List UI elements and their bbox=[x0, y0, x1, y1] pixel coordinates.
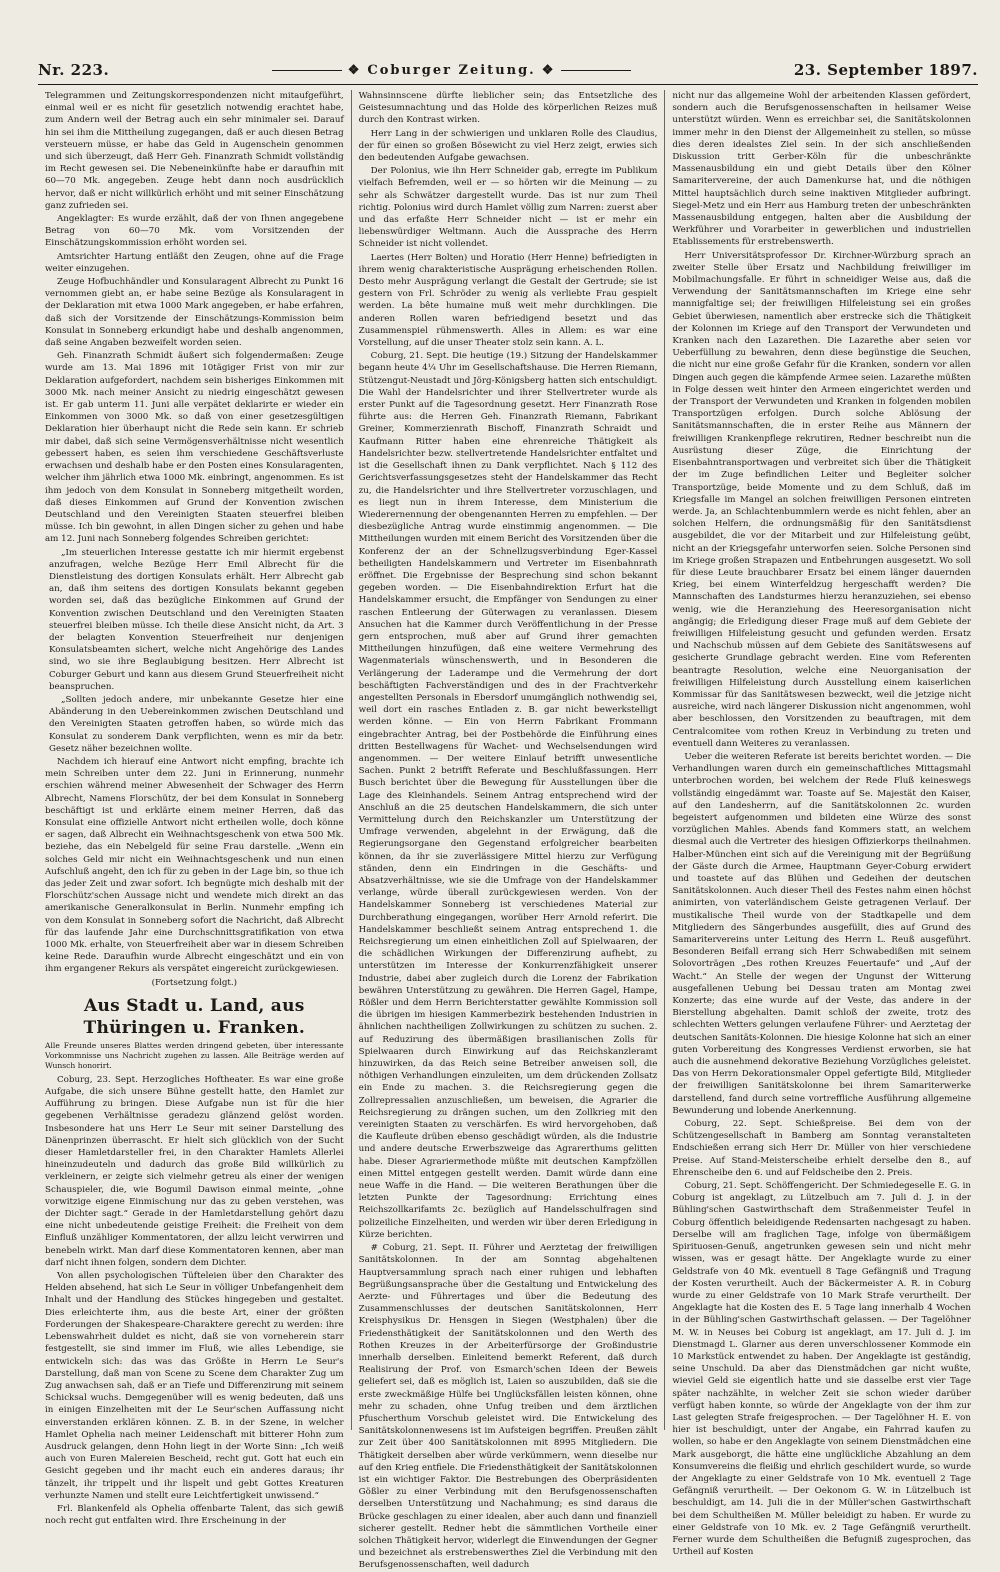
paragraph: Herr Universitätsprofessor Dr. Kirchner-Würzburg sprach an zweiter Stelle über Ersatz und Nachbildung freiwilliger im Mobilmachungsfalle. Er führt in schneidiger Weise aus, daß die Verwendung der Sanitätsmannschaften im Kriege eine sehr mannigfaltige sei; der freiwilligen Hilfeleistung sei ein großes Gebiet überwiesen, namentlich aber erstrecke sich die Thätigkeit der Kolonnen im Kriege auf den Transport der Verwundeten und Kranken nach den Lazarethen. Die Lazarethe aber seien vor Ueberfüllung zu bewahren, denn diese begünstige die Seuchen, die nicht nur eine große Gefahr für die Kranken, sondern vor allen Dingen auch gegen die kämpfende Armee seien. Lazarethe müßten in Folge dessen weit hinter den Armeen eingerichtet werden und der Transport der Verwundeten und Kranken in folgenden mobilen Transportzügen erfolgen. Durch solche Ablösung der Sanitätsmannschaften, die in erster Reihe aus Männern der freiwilligen Krankenpflege rekrutiren, Redner beschreibt nun die Ausrüstung dieser Züge, die Einrichtung der Eisenbahntransportwagen und verbreitet sich über die Thätigkeit der im Zuge befindlichen Leiter und Begleiter solcher Transportzüge, beide Momente und zu dem Schluß, daß im Kriegsfalle im Mangel an solchen freiwilligen Personen eintreten werde. Ja, an Schlachtenbummlern werde es nicht fehlen, aber an solchen Helfern, die ordnungsmäßig für den Sanitätsdienst ausgebildet, die vor der Mitarbeit und zur Hilfeleistung geübt, nicht an der Kriegsgefahr unterworfen seien. Solche Personen sind im Kriege großen Strapazen und Entbehrungen ausgesetzt. Wo soll für diese Leute brauchbarer Ersatz bei einem länger dauernden Krieg, bei einem Winterfeldzug hergeschafft werden? Die Mannschaften des Landsturmes hierzu heranzuziehen, sei ebenso wenig, wie die Heranziehung des Heeresorganisation nicht angängig; die Erledigung dieser Frage muß auf dem Gebiete der freiwilligen Hilfeleistung gesucht und gefunden werden. Ersatz und Nachschub müssen auf dem Gebiete des Sanitätswesens auf gesicherte Grundlage gebracht werden. Eine vom Referenten beantragte Resolution, welche eine Neuorganisation der freiwilligen Hilfeleistung durch Ausstellung einem kaiserlichen Kommissar für das Sanitätswesen bezweckt, weil die jetzige nicht ausreiche, wird nach längerer Diskussion nicht angenommen, wohl aber beschlossen, den Vorsitzenden zu beauftragen, mit dem Centralcomitee vom rothen Kreuz in Verbindung zu treten und eventuell dann Weiteres zu veranlassen. bbox=[672, 250, 972, 749]
column-2 bbox=[351, 90, 665, 1571]
section-heading: Aus Stadt u. Land, aus Thüringen u. Franken. bbox=[83, 995, 306, 1038]
quoted-letter: „Sollten jedoch andere, mir unbekannte Gesetze hier eine Abänderung in den Uebereinkommen zwischen Deutschland und den Vereinigten Staaten getroffen haben, so würde mich das Konsulat zu sonderem Dank verpflichten, wenn es mir da betr. Gesetz näher bezeichnen wollte. bbox=[49, 694, 344, 754]
newspaper-title: Coburger Zeitung. bbox=[367, 62, 536, 78]
newspaper-title-wrap bbox=[272, 63, 632, 78]
column-1 bbox=[38, 90, 351, 1527]
title-rule-left bbox=[272, 70, 342, 71]
paragraph: Telegrammen und Zeitungskorrespondenzen nicht mitaufgeführt, einmal weil er es nicht für gesetzlich notwendig erachtet habe, zum Andern weil der Betrag auch ein sehr minimaler sei. Darauf hin sei ihm die Mittheilung zugegangen, daß er auch diesen Betrag versteuern müsse, er habe das Geld in Augenschein genommen und sich überzeugt, daß Herr Geh. Finanzrath Schmidt vollständig im Recht gewesen sei. Die Nebeneinkünfte habe er daraufhin mit 60—70 Mk. angegeben. Zeuge hebt dann noch ausdrücklich hervor, daß er nicht willkürlich erhöht und mit seiner Einschätzung ganz zufrieden sei. bbox=[45, 91, 344, 211]
header-rule bbox=[38, 84, 978, 85]
paragraph: Coburg, 21. Sept. Schöffengericht. Der Schmiedegeselle E. G. in Coburg ist angeklagt, zu Lützelbuch am 7. Juli d. J. in der Bühling'schen Gastwirthschaft dem Straßenmeister Teufel in Coburg öffentlich beleidigende Redensarten nachgesagt zu haben. Derselbe will am fraglichen Tage, infolge von übermäßigem Spirituosen-Genuß, angetrunken gewesen sein und nicht mehr wissen, was er gesagt hätte. Der Angeklagte wurde zu einer Geldstrafe von 40 Mk. eventuell 8 Tage Gefängniß und Tragung der Kosten verurtheilt. Auch der Bäckermeister A. R. in Coburg wurde zu einer Geldstrafe von 10 Mark Strafe verurtheilt. Der Angeklagte hat die Kosten des E. 5 Tage lang innerhalb 4 Wochen in der Bühling'schen Gastwirthschaft gelassen. — Der Tagelöhner M. W. in Neuses bei Coburg ist angeklagt, am 17. Juli d. J. im Dienstmagd L. Glarner aus deren unverschlossener Kommode ein 10 Markstück entwendet zu haben. Der Angeklagte ist geständig, seine Unschuld. Da aber das Dienstmädchen gar nicht wußte, wieviel Geld sie eigentlich hatte und sie dasselbe erst vier Tage später nachzählte, in welcher Zeit sie schon wieder darüber verfügt haben konnte, so würde der Angeklagte von der ihm zur Last gelegten Strafe freigesprochen. — Der Tagelöhner H. E. von hier ist beschuldigt, unter der Angabe, ein Fahrrad kaufen zu wollen, so habe er den Angeklagte von seinem Dienstmädchen eine Mark ausgeborgt, die hätte eine unglückliche Abzahlung an dem Konsumvereins die fleißig und ehrlich geschildert wurde, so wurde der Angeklagte zu einer Geldstrafe von 10 Mk. eventuell 2 Tage Gefängniß verurtheilt. — Der Oekonom G. W. in Lützelbuch ist beschuldigt, am 14. Juli die in der Müller'schen Gastwirthschaft bei dem Schultheißen M. Müller beleidigt zu haben. Er wurde zu einer Geldstrafe von 10 Mk. ev. 2 Tage Gefängniß verurtheilt. Ferner wurde dem Schultheißen die Befugniß zugesprochen, das Urtheil auf Kosten bbox=[672, 1181, 972, 1558]
issue-date: 23. September 1897. bbox=[793, 61, 978, 79]
masthead bbox=[38, 58, 978, 82]
paragraph: Ueber die weiteren Referate ist bereits berichtet worden. — Die Verhandlungen waren durch ein gemeinschaftliches Mittagsmahl unterbrochen worden, bei welchem der Rede Fluß keineswegs vollständig eingedämmt war. Toaste auf Se. Majestät den Kaiser, auf den Landesherrn, auf die Sanitätskolonnen 2c. wurden begeistert aufgenommen und bildeten eine Würze des sonst vorzüglichen Mahles. Abends fand Kommers statt, an welchem diesmal auch die Vertreter des hiesigen Offizierkorps theilnahmen. Halber-München eint sich auf die Vereinigung mit der Begrüßung der Gäste durch die Armee, Hauptmann Geyer-Coburg erwidert und toastete auf das Blühen und Gedeihen der deutschen Sanitätskolonnen. Auch dieser Theil des Festes nahm einen höchst animirten, von vaterländischem Geiste getragenen Verlauf. Der mustikalische Theil wurde von der Stadtkapelle und dem Mitgliedern des Sängerbundes ausgefüllt, dies auf Grund des Samaritervereins unter Leitung des Herrn L. Reuß ausgeführt. Besonderen Beifall errang sich Herr Schwabedißen mit seinem Solovorträgen „Des rothen Kreuzes Feuertaufe“ und „Auf der Wacht.“ An Stelle der wegen der Ungunst der Witterung ausgefallenen Uebung bei Dessau traten am Montag zwei Konzerte; das eine wurde auf der Veste, das andere in der Bierstellung abgehalten. Damit schloß der zweite, trotz des schlechten Wetters gelungen verlaufene Führer- und Aerztetag der deutschen Sanitäts-Kolonnen. Die hiesige Kolonne hat sich an einer guten Vorbereitung des Kongresses Verdienst erworben, sie hat auch die ausnehmend dekorative Beziehung Vorzügliches geleistet. Das von Herrn Dekorationsmaler Oppel gefertigte Bild, Mitglieder der freiwilligen Sanitätskolonne bei ihrem Samariterwerke darstellend, fand durch seine vortreffliche Ausführung allgemeine Bewunderung und lobende Anerkennung. bbox=[672, 751, 972, 1116]
quoted-letter: „Im steuerlichen Interesse gestatte ich mir hiermit ergebenst anzufragen, welche Bezüge Herr Emil Albrecht für die Dienstleistung des dortigen Konsulats erhält. Herr Albrecht gab an, daß ihm seitens des dortigen Konsulats bekannt gegeben worden sei, daß das bezügliche Einkommen auf Grund der Konvention zwischen Deutschland und den Vereinigten Staaten steuerfrei bleiben müsse. Ich theile diese Ansicht nicht, da Art. 3 der belagten Konvention Steuerfreiheit nur denjenigen Konsulatsbeamten sichert, welche nicht Angehörige des Landes sind, wo sie ihre Beglaubigung besitzen. Herr Albrecht ist Coburger Geburt und kann aus diesem Grund Steuerfreiheit nicht beanspruchen. bbox=[49, 547, 344, 692]
continuation-note: (Fortsetzung folgt.) bbox=[151, 977, 238, 988]
paragraph: Coburg, 22. Sept. Schießpreise. Bei dem von der Schützengesellschaft in Bamberg am Sonntag veranstalteten Endschießen errang sich Herr Dr. Müller von hier verschiedene Preise. Auf Stand-Meisterscheibe erhielt derselbe den 8., auf Ehrenscheibe den 6. und auf Feldscheibe den 2. Preis. bbox=[672, 1119, 972, 1178]
paragraph: # Coburg, 21. Sept. II. Führer und Aerztetag der freiwilligen Sanitätskolonnen. In der am Sonntag abgehaltenen Hauptversammlung sprach nach einer ruhigen und lebhaften Begrüßungsansprache über die Gestaltung und Entwickelung des Aerzte- und Führertages und über die Bedeutung des Zusammenschlusses der deutschen Sanitätskolonnen, Herr Kreisphysikus Dr. Hensgen in Siegen (Westphalen) über die Friedensthätigkeit der Sanitätskolonnen und den Werth des Rothen Kreuzes in der Arbeiterfürsorge der Großindustrie innerhalb derselben. Einleitend bemerkt Referent, daß durch Realisirung der Prof. von Esmarch'schen Ideen der Beweis geliefert sei, daß es möglich ist, Laien so auszubilden, daß sie die erste zweckmäßige Hülfe bei Unglücksfällen leisten können, ohne mehr zu schaden, ohne Unfug treiben und dem ärztlichen Pfuscherthum Vorschub geleistet wird. Die Entwickelung des Sanitätskolonnenwesens ist im Aufsteigen begriffen. Preußen zählt zur Zeit über 400 Sanitätskolonnen mit 8995 Mitgliedern. Die Thätigkeit derselben aber würde verkümmern, wenn dieselbe nur auf den Krieg entfiele. Die Friedensthätigkeit der Sanitätskolonnen ist ein wichtiger Faktor. Die Bestrebungen des Oberpräsidenten Gößler zu einer Verbindung mit den Berufsgenossenschaften derselben Unterstützung und Nachahmung; es sind daraus die Brücke geschlagen zu einer idealen, aber auch dann und finanziell sicherer gestellt. Redner hebt die sämmtlichen Vortheile einer solchen Thätigkeit hervor, widerlegt die Einwendungen der Gegner und bezeichnet als erstrebenswerthes Ziel die Verbindung mit den Berufsgenossenschaften, weil dadurch bbox=[358, 1243, 658, 1571]
section-note: Alle Freunde unseres Blattes werden dringend gebeten, über interessante Vorkommnisse uns Nachricht zugehen zu lassen. Alle Beiträge werden auf Wunsch honorirt. bbox=[45, 1040, 344, 1070]
paragraph: Der Polonius, wie ihn Herr Schneider gab, erregte im Publikum vielfach Befremden, weil er — so hörten wir die Meinung — zu sehr als Schwätzer dargestellt wurde. Das ist nur zum Theil richtig. Polonius wird durch Hamlet völlig zum Narren: zuerst aber und das erfaßte Herr Schneider nicht — ist er mehr ein liebenswürdiger Weltmann. Auch die Aussprache des Herrn Schneider ist nicht vollendet. bbox=[358, 166, 658, 250]
column-3 bbox=[664, 90, 978, 1558]
paragraph: Coburg, 21. Sept. Die heutige (19.) Sitzung der Handelskammer begann heute 4¼ Uhr im Gesellschaftshause. Die Herren Riemann, Stützengut-Neustadt und Jörg-Königsberg hatten sich entschuldigt. Die Wahl der Handelsrichter und ihrer Stellvertreter wurde als erster Punkt auf die Tagesordnung gesetzt. Herr Finanzrath Rose führte aus: die Herren Geh. Finanzrath Riemann, Fabrikant Greiner, Kommerzienrath Bischoff, Finanzrath Schraidt und Kaufmann Ritter haben eine ehrenreiche Thätigkeit als Handelsrichter bezw. stellvertretende Handelsrichter entfaltet und ist die Gesellschaft ihnen zu Dank verpflichtet. Nach § 112 des Gerichtsverfassungsgesetzes steht der Handelskammer das Recht zu, die Handelsrichter und ihre Stellvertreter vorzuschlagen, und es liegt nun in ihrem Interesse, dem Ministerium die Wiederernennung der obengenannten Herren zu empfehlen. — Der diesbezügliche Antrag wurde einstimmig angenommen. — Die Mittheilungen wurden mit einem Bericht des Vorsitzenden über die Konferenz der an der Schnellzugsverbindung Eger-Kassel betheiligten Handelskammern und Vertreter im Eisenbahnrath eröffnet. Die Ergebnisse der Besprechung sind schon bekannt gegeben worden. — Die Eisenbahndirektion Erfurt hat die Handelskammer ersucht, die Empfänger von Sendungen zu einer raschen Entleerung der Güterwagen zu veranlassen. Diesem Ansuchen hat die Kammer durch Veröffentlichung in der Presse gern entsprochen, muß aber auf Grund ihrer gemachten Mittheilungen hinzufügen, daß eine weitere Vermehrung des Wagenmaterials wünschenswerth, und in Besonderen die Verlängerung der Laderampe und die Vermehrung der dort beschäftigten Fachverständigen und des in der Frachtverkehr angestellten Personals in Ebersdorf unumgänglich nothwendig sei, weil dort ein rasches Entladen z. B. gar nicht bewerkstelligt werden könne. — Ein von Herrn Fabrikant Frommann eingebrachter Antrag, bei der Postbehörde die Einführung eines dritten Bestellwagens für Wachet- und Wechselsendungen wird angenommen. — Der weitere Einlauf betrifft unwesentliche Sachen. Punkt 2 betrifft Referate und Beschlußfassungen. Herr Busch berichtet über die Bewegung für Ausstellungen über die Lage des Kleinhandels. Seinem Antrag entsprechend wird der Anschluß an die 25 deutschen Handelskammern, die sich unter Vermittelung durch den Reichskanzler um Unterstützung der Umfrage verwenden, abgelehnt in der Erwägung, daß die Regierungsorgane den Gegenstand erfolgreicher bearbeiten können, da ihr sie zuverlässigere Mittel hierzu zur Verfügung ständen, denn ein Eindringen in die Geschäfts- und Absatzverhältnisse, wie sie die Umfrage von der Handelskammer verlange, würde überall zurückgewiesen werden. Von der Handelskammer Sonneberg ist verschiedenes Material zur Durchberathung eingegangen, worüber Herr Arnold referirt. Die Handelskammer beschließt seinem Antrag entsprechend 1. die Reichsregierung um einen einheitlichen Zoll auf Spielwaaren, der die schädlichen Wirkungen der Differenzirung aufhebt, zu unterstützen im Interesse der Konkurrenzfähigkeit unserer Industrie, dabei aber zugleich durch die Lorenz der Fabrikation bewähren Unterstützung zu gewähren. Die Herren Gagel, Hampe, Rößler und dem Herrn Berichterstatter gewählte Kommission soll die übrigen im hiesigen Kammerbezirk bestehenden Industrien in ähnlichen nachtheiligen Zollwirkungen zu schützen zu suchen. 2. auf Reduzirung des übermäßigen brasilianischen Zolls für Spielwaaren durch Einwirkung auf das Reichskanzleramt hinzuwirken, da das Reich seine Betreiber anweisen soll, die nöthigen Verhandlungen einzuleiten, um dem drückenden Zollsatz ein Ende zu machen. 3. die Reichsregierung gegen die Zollrepressalien anzuschließen, um beweisen, die Agrarier die Reichsregierung zu drängen suchen, um den Zollkrieg mit den vereinigten Staaten zu verschärfen. Es wird hervorgehoben, daß die Kaufleute drüben ebenso geschädigt würden, als die Industrie und andere deutsche Erwerbszweige das Agrarerthums gelitten habe. Dieser Agrariermethode müßte mit deutschen Kampfzöllen einen Mittel entgegen gestellt werden. Damit würde dann eine neue Waffe in die Hand. — Die weiteren Berathungen über die letzten Punkte der Tagesordnung: Errichtung eines Reichszollkarifamts 2c. bezüglich auf Handelsschulfragen sind polizeiliche Einzelheiten, und werden wir über deren Erledigung in Kürze berichten. bbox=[358, 351, 658, 1240]
issue-number: Nr. 223. bbox=[38, 61, 110, 79]
paragraph: Angeklagter: Es wurde erzählt, daß der von Ihnen angegebene Betrag von 60—70 Mk. vom Vorsitzenden der Einschätzungskommission erhöht worden sei. bbox=[45, 214, 344, 249]
paragraph: Frl. Blankenfeld als Ophelia offenbarte Talent, das sich gewiß noch recht gut entfalten wird. Ihre Erscheinung in der bbox=[45, 1503, 344, 1527]
paragraph: Amtsrichter Hartung entläßt den Zeugen, ohne auf die Frage weiter einzugehen. bbox=[45, 251, 344, 274]
paragraph: Wahnsinnscene dürfte lieblicher sein; das Entsetzliche des Geistesumnachtung und das Holde des körperlichen Reizes muß durch den Kontrast wirken. bbox=[358, 91, 658, 126]
paragraph: Von allen psychologischen Tüfteleien über den Charakter des Helden absehend, hat sich Le Seur in völliger Unbefangenheit dem Inhalt und der Handlung des Stückes hingegeben und gestaltet. Dies erleichterte ihm, aus die beste Art, einer der größten Forderungen der Shakespeare-Charaktere gerecht zu werden: ihre Lebenswahrheit duldet es nicht, daß sie von vorneherein starr festgestellt, sie sind immer im Fluß, wie alles Lebendige, sie entwickeln sich: das was das Größte in Herrn Le Seur's Darstellung, daß man von Scene zu Scene dem Charakter Zug um Zug anwachsen sah, daß er an Tiefe und Differenzirung mit seinem Schicksal wuchs. Demgegenüber will es wenig bedeuten, daß uns in einigen Einzelheiten mit der Le Seur'schen Auffassung nicht einverstanden erklären können. Z. B. in der Szene, in welcher Hamlet Ophelia nach meiner Leidenschaft mit bitterer Hohn zum Ausdruck gelangen, denn Hohn liegt in der Worte Sinn: „Ich weiß auch von Euren Malereien Bescheid, recht gut. Gott hat euch ein Gesicht gegeben und ihr macht euch ein anderes daraus; ihr tänzelt, ihr trippelt und ihr lispelt und gebt Gottes Kreaturen verhunzte Namen und stellt eure Leichtfertigkeit unwissend.“ bbox=[45, 1271, 344, 1501]
paragraph: Zeuge Hofbuchhändler und Konsularagent Albrecht zu Punkt 16 vernommen giebt an, er habe seine Bezüge als Konsularagent in der Deklaration mit etwa 1000 Mark angegeben, er habe erfahren, daß sich der Vorsitzende der Einschätzungs-Kommission beim Konsulat in Sonneberg erkundigt habe und deshalb angenommen, daß seine Angaben bezweifelt worden seien. bbox=[45, 277, 344, 349]
ornament-right-icon: ❖ bbox=[541, 62, 556, 78]
ornament-left-icon: ❖ bbox=[347, 62, 362, 78]
article-columns bbox=[38, 90, 978, 1571]
paragraph: Geh. Finanzrath Schmidt äußert sich folgendermaßen: Zeuge wurde am 13. Mai 1896 mit 10tägiger Frist von mir zur Deklaration aufgefordert, nachdem sein bisheriges Einkommen mit 3000 Mk. nach meiner Ansicht zu niedrig eingeschätzt gewesen ist. Er gab unterm 11. Juni alle verpätet deklarirte er wieder ein Einkommen von 3000 Mk. so daß von einer gesetzesgültigen Deklaration hier überhaupt nicht die Rede sein kann. Er schrieb mir dabei, daß sich seine Vermögensverhältnisse nicht wesentlich gebessert haben, es seien ihm verschiedene Geschäftsverluste erwachsen und deshalb habe er den Posten eines Konsularagenten, welcher ihm jährlich etwa 1000 Mk. einbringt, angenommen. Es ist ihm jedoch von dem Konsulat in Sonneberg mitgetheilt worden, daß dieses Einkommen auf Grund der Konvention zwischen Deutschland und den Vereinigten Staaten steuerfrei bleiben müsse. Ich bin gewohnt, in allen Dingen sicher zu gehen und habe am 12. Juni nach Sonneberg folgendes Schreiben gerichtet: bbox=[45, 351, 344, 545]
paragraph: Coburg, 23. Sept. Herzogliches Hoftheater. Es war eine große Aufgabe, die sich unsere Bühne gestellt hatte, den Hamlet zur Aufführung zu bringen. Diese Aufgabe nun ist für die hier gegebenen Verhältnisse geradezu glänzend gelöst worden. Insbesondere hat uns Herr Le Seur mit seiner Darstellung des Dänenprinzen überrascht. Er hielt sich glücklich von der Sucht dieser Hamletdarsteller frei, in den Charakter Hamlets Allerlei hineinzudeuteln und dadurch das große Bild willkürlich zu verkleinern, er zeigte sich vielmehr getreu als einer der wenigen Schauspieler, die, wie Bogumil Dawison einmal meinte, „ohne vorwitzige eigene Einmischung nur das zu geben verstehen, was der Dichter sagt.“ Gerade in der Hamletdarstellung gehört dazu eine nicht unbedeutende geistige Freiheit: die Freiheit von dem Einfluß unzähliger Kommentatoren, der allzu leicht verwirren und benebeln wirkt. Man darf diese Kommentatoren kennen, aber man darf nicht ihnen folgen, sondern dem Dichter. bbox=[45, 1074, 344, 1268]
paragraph: Nachdem ich hierauf eine Antwort nicht empfing, brachte ich mein Schreiben unter dem 22. Juni in Erinnerung, nunmehr erschien während meiner Abwesenheit der Schwager des Herrn Albrecht, Namens Florschütz, der bei dem Konsulat in Sonneberg beschäftigt ist und erklärte einem meiner Herren, daß das Konsulat eine offizielle Antwort nicht ertheilen wolle, doch könne er sagen, daß Albrecht ein Weihnachtsgeschenk von etwa 500 Mk. beziehe, das ein Nebelgeld für seine Frau darstelle. „Wenn ein solches Geld mir nicht ein Weihnachtsgeschenk und nun einen Aufschluß angeht, den ich für zu geben in der Lage bin, so thue ich das jeder Zeit und zwar sofort. Ich begnügte mich deshalb mit der Florschütz'schen Aussage nicht und wendete mich direkt an das amerikanische Generalkonsulat in Berlin. Nunmehr empfing ich von dem Konsulat in Sonneberg sofort die Nachricht, daß Albrecht für das laufende Jahr eine Durchschnittsgratifikation von etwa 1000 Mk. erhalte, von Steuerfreiheit aber war in diesem Schreiben keine Rede. Daraufhin wurde Albrecht eingeschätzt und ein von ihm ergangener Rekurs als verspätet eingereicht zurückgewiesen. bbox=[45, 756, 344, 975]
title-rule-right bbox=[561, 70, 631, 71]
paragraph: Laertes (Herr Bolten) und Horatio (Herr Henne) befriedigten in ihrem wenig charakteristische Ausprägung erheischenden Rollen. Desto mehr Ausprägung verlangt die Gestalt der Gertrude; sie ist gestern von Frl. Schröder zu wenig als verliebte Frau gespielt werden. La bête humaine muß weit mehr durchklingen. Die anderen Rollen waren befriedigend besetzt und das Zusammenspiel rühmenswerth. Alles in Allem: es war eine Vorstellung, auf die unser Theater stolz sein kann. A. L. bbox=[358, 252, 658, 349]
paragraph: Herr Lang in der schwierigen und unklaren Rolle des Claudius, der für einen so großen Bösewicht zu viel Herz zeigt, erwies sich den bedeutenden Aufgabe gewachsen. bbox=[358, 128, 658, 164]
paragraph: nicht nur das allgemeine Wohl der arbeitenden Klassen gefördert, sondern auch die Berufsgenossenschaften in heilsamer Weise unterstützt würden. Wenn es erreichbar sei, die Sanitätskolonnen immer mehr in den Dienst der Allgemeinheit zu stellen, so müsse dies deren idealstes Ziel sein. In der sich anschließenden Diskussion tritt Gerber-Köln für die unbeschränkte Massenausbildung ein und giebt Details über den Kölner Samaritervereine, der auch Damenkurse hat, und die nöthigen Mittel hauptsächlich durch seine inaktiven Mitglieder aufbringt. Siegel-Metz und ein Herr aus Hamburg treten der unbeschränkten Massenausbildung entgegen, halten aber die Ausbildung der Werkführer und Vorarbeiter in gewerblichen und industriellen Etablissements für erstrebenswerth. bbox=[672, 91, 972, 248]
